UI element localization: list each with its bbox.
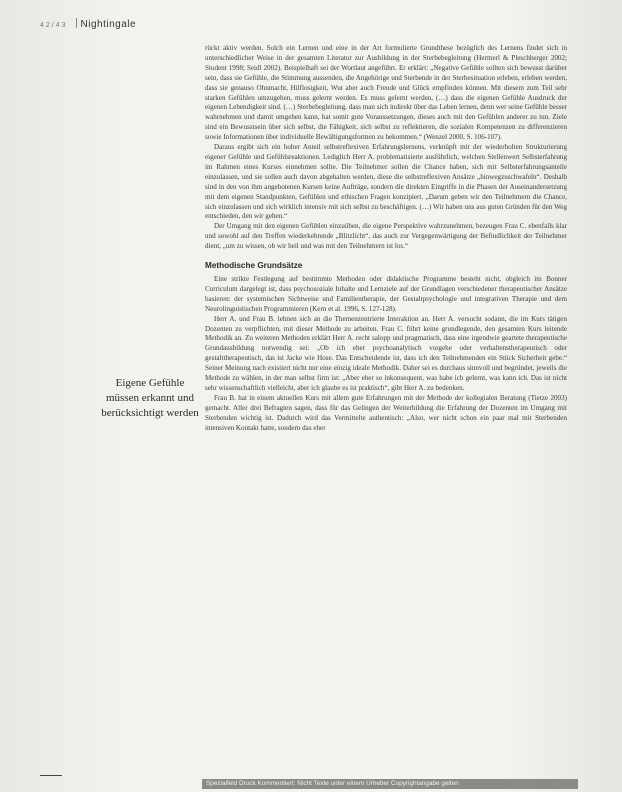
- paragraph: Frau B. hat in einem aktuellen Kurs mit allem gute Erfahrungen mit der Methode der kollegialen Beratung (Tietze 2003) gemacht. Aller drei Befragten sagen, dass für das Gelingen der Weiterbildung die Erfahrung der Dozenten im Umgang mit Sterbenden wichtig ist. Dadurch wird das Vermittelte authentisch: „Also, wer nicht schon ein paar mal mit Sterbenden intensiven Kontakt hatte, sondern das eher: [205, 393, 567, 432]
- header-divider: [76, 18, 77, 28]
- body-text: [205, 44, 567, 434]
- running-title: Nightingale: [80, 19, 137, 30]
- paragraph: Der Umgang mit den eigenen Gefühlen einzuüben, die eigene Perspektive wahrzunehmen, bezeugen Frau C. ebenfalls klar und sowohl auf den Treffen wiederkehrende „Blitzlicht“, das auch zur Vergegenwärtigung der Befindlichkeit der Teilnehmer dient, „um zu wissen, ob wir heil und was mit den Teilnehmern ist los.“: [205, 222, 567, 251]
- corner-mark: [40, 775, 62, 780]
- paragraph: rückt aktiv werden. Solch ein Lernen und eine in der Art formulierte Grundthese bezüglich des Lernens findet sich in unterschiedlicher Weise in der gesamten Literatur zur Ausbildung in der Sterbebegleitung (Hermerl & Pleschberger 2002; Student 1998; Seidl 2002). Beispielhaft sei der Wortlaut angeführt. Er erklärt: „Negative Gefühle sollten sich bewusst darüber sein, dass sie Gefühle, die Stimmung aussenden, die Angehörige und Sterbende in der Sterbesituation erleben, erleben werden, dass sie genauso Ohnmacht, Hilflosigkeit, Wut aber auch Freude und Glück empfinden können. Mit diesem zum Teil sehr starken Gefühlen umzugehen, muss gelernt werden. Es muss gelernt werden, (…) dass die eigenen Gefühle Ausdruck der eigenen Lebendigkeit sind. (…) Sterbebegleitung, dass man sich indirekt über das Leben lernen, denn wer seine Gefühle besser wahrnehmen und damit umgehen kann, hat somit gute Voraussetzungen, dieses auch mit den Gefühlen anderer zu tun. Ziele sind ein Bewusstsein über sich selbst, die Fähigkeit, sich selbst zu reflektieren, die sozialen Kompetenzen zu differenzieren sowie Informationen über individuelle Bewältigungsformen zu bekommen.“ (Wenzel 2000, S. 106-107).: [205, 44, 567, 142]
- footer-notice: Spezialfeld Druck Kommentiert: Nicht Texte unter einem Urheber Copyrightangabe gelten: [202, 779, 578, 789]
- running-head: [40, 18, 136, 30]
- section-heading: Methodische Grundsätze: [205, 261, 303, 271]
- page-number: 42/43: [40, 22, 68, 29]
- paragraph: Daraus ergibt sich ein hoher Anteil selbstreflexiven Erfahrungslernens, verknüpft mit der wiederholten Strukturierung eigener Gefühle und Gefühlsreaktionen. Lediglich Herr A. problematisierte ausführlich, welchen Stellenwert Selbsterfahrung im Rahmen eines Kurses einnehmen sollte. Die Teilnehmer sollen die Chance haben, sich mit Selbsterfahrungsanteile einzulassen, und sie sollen auch davon abgehalten werden, diese die selbstreflexiven Ansätze „hinwegzuschwafeln“. Deshalb sind in den von ihm angebotenen Kursen keine Aufträge, sondern die direkten Eingriffe in die Phasen der Auseinandersetzung mit dem eigenen Standpunkten, Gefühlen und ethischen Fragen konzipiert. „Darum geben wir den Teilnehmern die Chance, sich einzulassen und sich wirklich intensiv mit sich selbst zu beschäftigen. (…) Wir haben uns aus guten Gründen für den Weg entschieden, den wir gehen.“: [205, 143, 567, 221]
- paragraph: Herr A. und Frau B. lehnen sich an die Themenzentrierte Interaktion an. Herr A. versucht sodann, die im Kurs tätigen Dozenten zu verpflichten, mit dieser Methode zu arbeiten. Frau C. führt keine grundlegende, den gesamten Kurs leitende Methodik an. Zu weiteren Methoden erklärt Herr A. recht salopp und pragmatisch, dass eine irgendwie geartete therapeutische Grundausbildung notwendig sei: „Ob ich eher psychoanalytisch vorgehe oder verhaltenstherapeutisch oder gestalttherapeutisch, das ist Jacke wie Hose. Das Entscheidende ist, dass ich den Teilnehmenden ein Stück Sicherheit gebe.“ Seiner Meinung nach existiert nicht nur eine einzig ideale Methodik. Daher sei es durchaus sinnvoll und begründet, jeweils die Methode zu wählen, in der man selbst firm ist: „Aber eher so inkonsequent, was habe ich gelernt, was kann ich. Das ist nicht sehr wissenschaftlich vielleicht, aber ich glaube es ist praktisch“, gibt Herr A. zu bedenken.: [205, 314, 567, 392]
- margin-note: Eigene Gefühle müssen erkannt und berücksichtigt werden: [101, 377, 199, 419]
- paragraph: Eine strikte Festlegung auf bestimmte Methoden oder didaktische Programme besteht nicht, obgleich im Bonner Curriculum dargelegt ist, dass psychosoziale Inhalte und Lernziele auf der Grundlagen verschiedener therapeutischer Ansätze basieren: der systemischen Sichtweise und Familientherapie, der Gestaltpsychologie und integrativen Therapie und dem Neurolinguistischen Programmieren (Kern et al. 1996, S. 127-128).: [205, 275, 567, 313]
